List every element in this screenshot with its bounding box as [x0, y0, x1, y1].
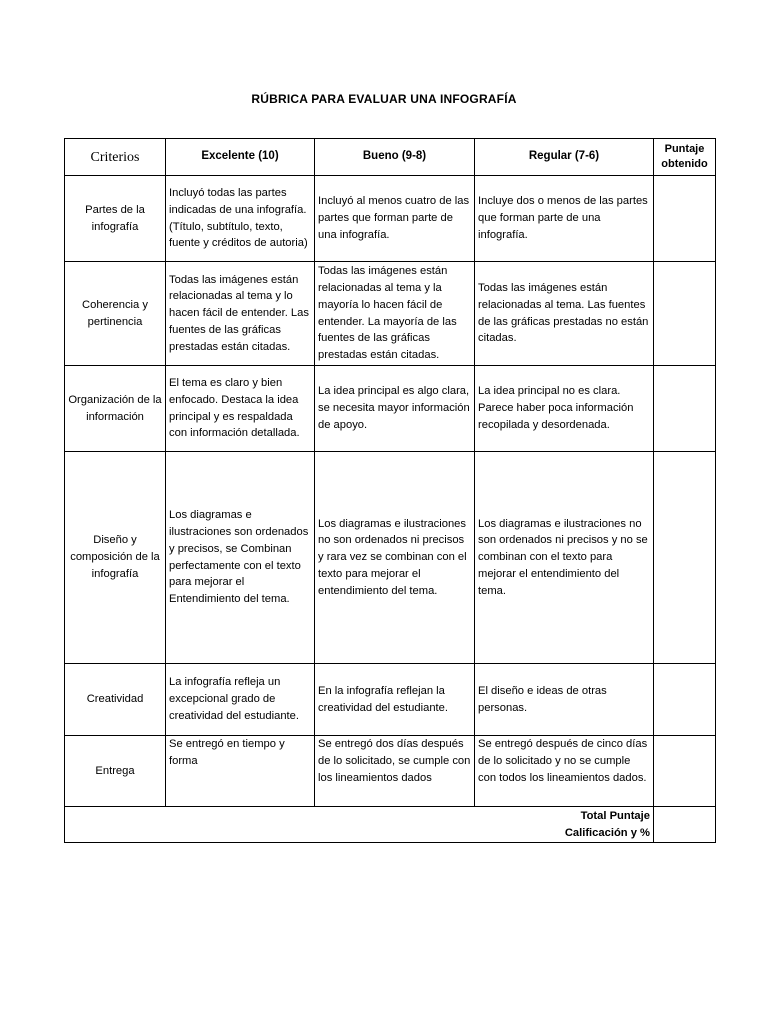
puntaje-cell [654, 452, 716, 664]
rubric-table [64, 138, 716, 843]
bueno-cell: Se entregó dos días después de lo solicitado, se cumple con los lineamientos dados [315, 736, 475, 807]
table-row [65, 452, 716, 664]
excelente-cell: Se entregó en tiempo y forma [166, 736, 315, 807]
table-row [65, 736, 716, 807]
excelente-cell: Todas las imágenes están relacionadas al tema y lo hacen fácil de entender. Las fuentes de las gráficas prestadas están citadas. [166, 262, 315, 366]
table-row [65, 664, 716, 736]
total-puntaje-label: Total Puntaje [580, 809, 650, 822]
bueno-cell: En la infografía reflejan la creatividad del estudiante. [315, 664, 475, 736]
calificacion-label: Calificación y % [564, 826, 650, 839]
table-row [65, 176, 716, 262]
bueno-cell: Los diagramas e ilustraciones no son ordenados ni precisos y rara vez se combinan con el texto para mejorar el entendimiento del tema. [315, 452, 475, 664]
criterio-cell: Organización de la información [65, 366, 166, 452]
criterio-cell: Entrega [65, 736, 166, 807]
regular-cell: Los diagramas e ilustraciones no son ordenados ni precisos y no se combinan con el texto para mejorar el entendimiento del tema. [475, 452, 654, 664]
table-row [65, 366, 716, 452]
excelente-cell: Incluyó todas las partes indicadas de una infografía. (Título, subtítulo, texto, fuente y créditos de autoria) [166, 176, 315, 262]
page-title: RÚBRICA PARA EVALUAR UNA INFOGRAFÍA [251, 92, 517, 106]
regular-cell: Todas las imágenes están relacionadas al tema. Las fuentes de las gráficas prestadas no están citadas. [475, 262, 654, 366]
header-regular: Regular (7-6) [475, 139, 654, 176]
total-labels [65, 807, 654, 843]
header-row [65, 139, 716, 176]
regular-cell: El diseño e ideas de otras personas. [475, 664, 654, 736]
criterio-cell: Coherencia y pertinencia [65, 262, 166, 366]
bueno-cell: La idea principal es algo clara, se necesita mayor información de apoyo. [315, 366, 475, 452]
header-puntaje: Puntaje obtenido [654, 139, 716, 176]
table-row [65, 262, 716, 366]
regular-cell: La idea principal no es clara. Parece haber poca información recopilada y desordenada. [475, 366, 654, 452]
puntaje-cell [654, 366, 716, 452]
puntaje-cell [654, 176, 716, 262]
header-excelente: Excelente (10) [166, 139, 315, 176]
puntaje-cell [654, 736, 716, 807]
excelente-cell: Los diagramas e ilustraciones son ordenados y precisos, se Combinan perfectamente con el texto para mejorar el Entendimiento del tema. [166, 452, 315, 664]
total-puntaje-cell [654, 807, 716, 843]
criterio-cell: Creatividad [65, 664, 166, 736]
puntaje-cell [654, 262, 716, 366]
criterio-cell: Partes de la infografía [65, 176, 166, 262]
bueno-cell: Todas las imágenes están relacionadas al tema y la mayoría lo hacen fácil de entender. La mayoría de las fuentes de las gráficas prestadas están citadas. [315, 262, 475, 366]
regular-cell: Incluye dos o menos de las partes que forman parte de una infografía. [475, 176, 654, 262]
bueno-cell: Incluyó al menos cuatro de las partes que forman parte de una infografía. [315, 176, 475, 262]
excelente-cell: El tema es claro y bien enfocado. Destaca la idea principal y es respaldada con información detallada. [166, 366, 315, 452]
puntaje-cell [654, 664, 716, 736]
total-row [65, 807, 716, 843]
excelente-cell: La infografía refleja un excepcional grado de creatividad del estudiante. [166, 664, 315, 736]
header-bueno: Bueno (9-8) [315, 139, 475, 176]
header-criterios: Criterios [65, 139, 166, 176]
criterio-cell: Diseño y composición de la infografía [65, 452, 166, 664]
regular-cell: Se entregó después de cinco días de lo solicitado y no se cumple con todos los lineamientos dados. [475, 736, 654, 807]
